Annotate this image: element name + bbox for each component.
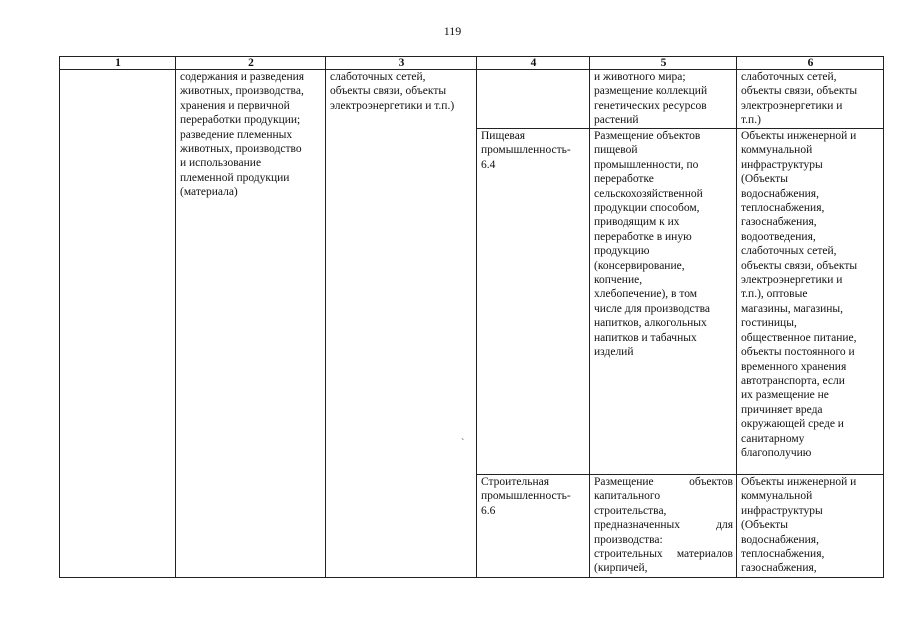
cell-row1-col4 [477, 70, 590, 129]
cell-row3-col5: Размещение объектов капитального строительства, предназначенных для производства: строительных материалов (кирпичей, [590, 475, 737, 578]
stray-mark: ` [461, 438, 465, 449]
cell-row3-col6: Объекты инженерной и коммунальной инфраструктуры (Объекты водоснабжения, теплоснабжения, газоснабжения, [737, 475, 884, 578]
header-col-3: 3 [326, 57, 477, 70]
cell-col3-objects: слаботочных сетей, объекты связи, объекты электроэнергетики и т.п.) [326, 70, 477, 578]
cell-col2-activity: содержания и разведения животных, производства, хранения и первичной переработки продукции; разведение племенных животных, производство и использование племенной продукции (материала) [176, 70, 326, 578]
header-col-2: 2 [176, 57, 326, 70]
cell-row2-col4: Пищевая промышленность- 6.4 [477, 129, 590, 475]
cell-row2-col5: Размещение объектов пищевой промышленности, по переработке сельскохозяйственной продукции способом, приводящим к их переработке в иную продукцию (консервирование, копчение, хлебопечение), в том числе для производства напитков, алкогольных напитков и табачных изделий [590, 129, 737, 475]
cell-row1-col5: и животного мира; размещение коллекций генетических ресурсов растений [590, 70, 737, 129]
document-table [59, 56, 884, 578]
cell-col1 [60, 70, 176, 578]
cell-row3-col4: Строительная промышленность- 6.6 [477, 475, 590, 578]
table-row [60, 70, 884, 129]
header-row [60, 57, 884, 70]
header-col-6: 6 [737, 57, 884, 70]
cell-row1-col6: слаботочных сетей, объекты связи, объекты электроэнергетики и т.п.) [737, 70, 884, 129]
header-col-1: 1 [60, 57, 176, 70]
page-number: 119 [443, 24, 462, 38]
header-col-5: 5 [590, 57, 737, 70]
header-col-4: 4 [477, 57, 590, 70]
cell-row2-col6: Объекты инженерной и коммунальной инфраструктуры (Объекты водоснабжения, теплоснабжения, газоснабжения, водоотведения, слаботочных сетей, объекты связи, объекты электроэнергетики и т.п.), оптовые магазины, магазины, гостиницы, общественное питание, объекты постоянного и временного хранения автотранспорта, если их размещение не причиняет вреда окружающей среде и санитарному благополучию [737, 129, 884, 475]
